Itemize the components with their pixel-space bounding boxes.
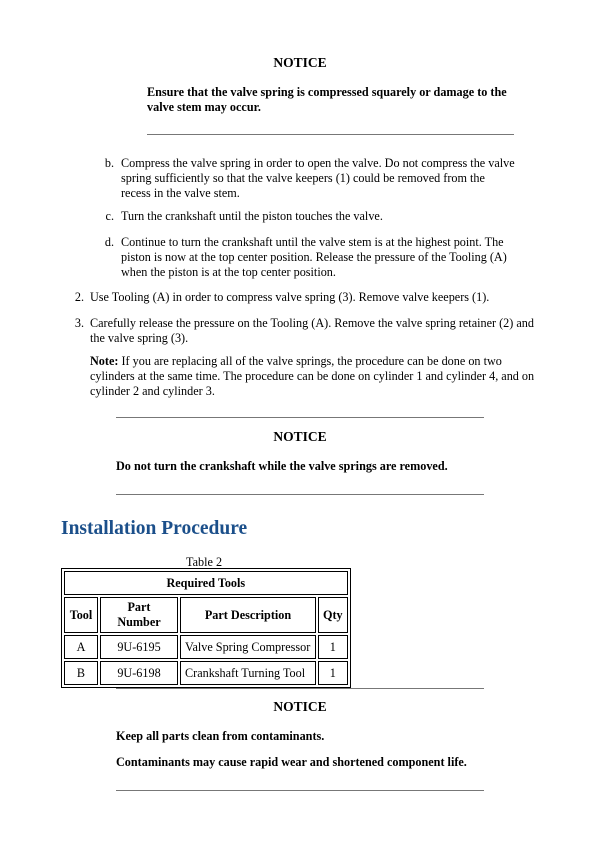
column-header: Part Description xyxy=(180,597,316,633)
column-header: Tool xyxy=(64,597,98,633)
table-cell: Crankshaft Turning Tool xyxy=(180,661,316,685)
note-text: If you are replacing all of the valve springs, the procedure can be done on two cylinders at the same time. The procedure can be done on cylinder 1 and cylinder 4, and on cylinder 2 and cylinder 3. xyxy=(90,354,535,398)
step-text: Use Tooling (A) in order to compress valve spring (3). Remove valve keepers (1). xyxy=(90,290,490,304)
table-cell: Valve Spring Compressor xyxy=(180,635,316,659)
table-cell: 1 xyxy=(318,661,348,685)
note-label: Note: xyxy=(90,354,119,368)
notice-text: Contaminants may cause rapid wear and shortened component life. xyxy=(116,755,467,769)
step-label: 2. xyxy=(74,290,84,304)
required-tools-table xyxy=(61,568,351,688)
table-row xyxy=(64,661,348,685)
substep-label: d. xyxy=(104,235,114,249)
column-header: Qty xyxy=(318,597,348,633)
table-header-row xyxy=(64,597,348,633)
section-heading: Installation Procedure xyxy=(61,518,248,539)
notice-title: NOTICE xyxy=(273,55,327,70)
substep-text: Turn the crankshaft until the piston touches the valve. xyxy=(121,209,383,223)
notice-divider xyxy=(116,417,484,418)
step-text: Carefully release the pressure on the Tooling (A). Remove the valve spring retainer (2) and the valve spring (3). xyxy=(90,316,534,345)
notice-divider xyxy=(116,494,484,495)
table-row xyxy=(64,635,348,659)
notice-divider xyxy=(147,134,514,135)
notice-title: NOTICE xyxy=(273,699,327,714)
table-title: Required Tools xyxy=(64,571,348,595)
table-cell: 9U-6195 xyxy=(100,635,178,659)
table-cell: B xyxy=(64,661,98,685)
notice-text: Keep all parts clean from contaminants. xyxy=(116,729,325,743)
table-cell: A xyxy=(64,635,98,659)
table-cell: 1 xyxy=(318,635,348,659)
substep-label: c. xyxy=(105,209,114,223)
note xyxy=(90,354,535,399)
substep-text: Continue to turn the crankshaft until the valve stem is at the highest point. The piston is now at the top center position. Release the pressure of the Tooling (A) when the piston is at the top center position. xyxy=(121,235,507,279)
table-cell: 9U-6198 xyxy=(100,661,178,685)
notice-text: Do not turn the crankshaft while the valve springs are removed. xyxy=(116,459,448,473)
notice-title: NOTICE xyxy=(273,429,327,444)
table-caption: Table 2 xyxy=(186,555,223,569)
column-header: Part Number xyxy=(100,597,178,633)
substep-label: b. xyxy=(104,156,114,170)
substep-text: Compress the valve spring in order to open the valve. Do not compress the valve spring sufficiently so that the valve keepers (1) could be removed from the recess in the valve stem. xyxy=(121,156,515,200)
notice-divider xyxy=(116,790,484,791)
step-label: 3. xyxy=(74,316,84,330)
notice-text: Ensure that the valve spring is compressed squarely or damage to the valve stem may occur. xyxy=(147,85,507,114)
notice-divider xyxy=(116,688,484,689)
